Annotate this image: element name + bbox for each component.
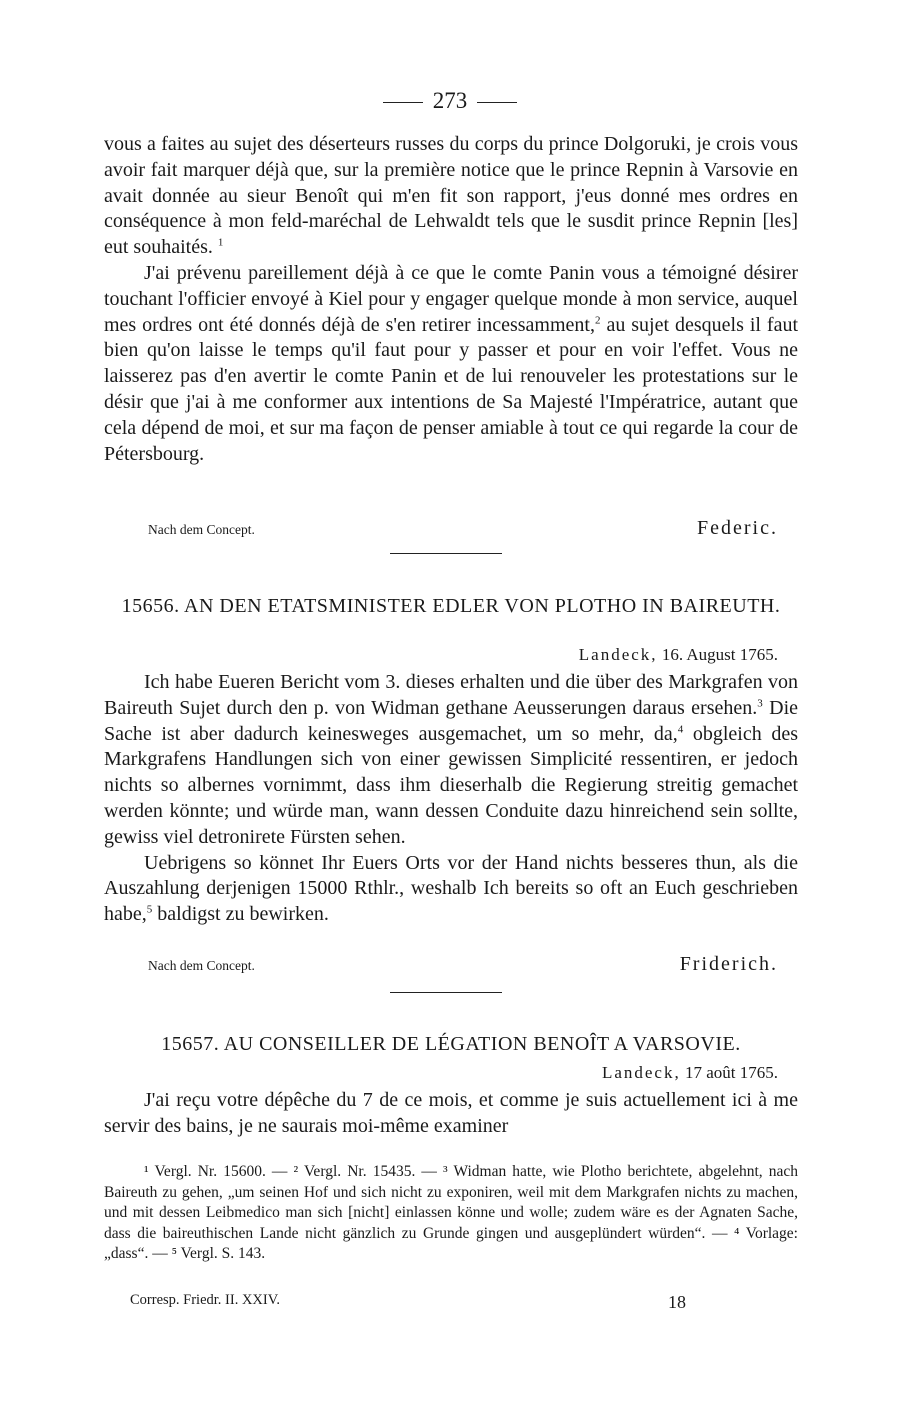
- letter-prev-source-note: Nach dem Concept.: [148, 522, 255, 537]
- letter-15657-paragraph-1: J'ai reçu votre dépêche du 7 de ce mois, et comme je suis actuellement ici à me servir des bains, je ne saurais moi-même examiner: [104, 1089, 798, 1137]
- letter-15656-place: Landeck,: [578, 645, 658, 664]
- page-number-dash-right: [477, 102, 517, 103]
- footnotes-text: ¹ Vergl. Nr. 15600. — ² Vergl. Nr. 15435. — ³ Widman hatte, wie Plotho berichtete, abgelehnt, nach Baireuth zu gehen, „um seinen Hof und sich nicht zu exponiren, weil mit dem Markgrafen nichts zu machen, und mit dessen Leibmedico man sich [nicht] einlassen könne und wolle; zudem wäre es der Agnaten Sache, dass die baireuthischen Lande nicht gänzlich zu Grunde gingen und ausgeplündert würden“. — ⁴ Vorlage: „dass“. — ⁵ Vergl. S. 143.: [104, 1163, 798, 1262]
- letter-prev-paragraph-2: J'ai prévenu pareillement déjà à ce que le comte Panin vous a témoigné désirer touchant l'officier envoyé à Kiel pour y engager quelque monde à mon service, auquel mes ordres ont été donnés déjà de s'en retirer incessamment,$^2$ au sujet desquels il faut bien qu'on laisse le temps qu'il faut pour y passer et pour en voir l'effet. Vous ne laisserez pas d'en avertir le comte Panin et de lui renouveler les protestations sur le désir que j'ai à me conformer aux intentions de Sa Majesté l'Impératrice, autant que cela dépend de moi, et sur ma façon de penser amiable à tout ce qui regarde la cour de Pétersbourg.: [104, 261, 799, 465]
- page-number-text: 273: [432, 88, 468, 113]
- footnote-ref-2: 2: [594, 313, 601, 326]
- letter-15657-date: 17 août 1765.: [684, 1063, 778, 1082]
- letter-15656-paragraph-1: Ich habe Eueren Bericht vom 3. dieses erhalten und die über des Markgrafen von Baireuth Sujet durch den p. von Widman gethane Aeusserungen daraus ersehen.$^3$ Die Sache ist aber dadurch keinesweges ausgemachet, um so mehr, da,$^4$ obgleich des Markgrafens Handlungen sich von einer gewissen Simplicité ressentiren, er jedoch nichts so albernes vornimmt, dass ihm dieserhalb die Regierung streitig gemachet werden könnte; und würde man, wann dessen Conduite dazu hinreichend sein sollte, gewiss viel detronirete Fürsten sehen.: [104, 671, 799, 848]
- letter-15656-paragraph-2: Uebrigens so könnet Ihr Euers Orts vor der Hand nichts besseres thun, als die Auszahlung derjenigen 15000 Rthlr., weshalb Ich bereits so oft an Euch geschrieben habe,$^5$ baldigst zu bewirken.: [104, 851, 798, 926]
- section-divider-2: [390, 992, 502, 993]
- section-divider-1: [390, 553, 502, 554]
- footnote-ref-5: 5: [146, 903, 153, 916]
- letter-prev-body: [104, 132, 798, 467]
- letter-prev-paragraph-1: vous a faites au sujet des déserteurs russes du corps du prince Dolgoruki, je crois vous avoir fait marquer déjà que, sur la première notice que le prince Repnin à Varsovie en avait donnée au sieur Benoît qui m'en fit son rapport, j'eus donné mes ordres en conséquence à mon feld-maréchal de Lehwaldt tels que le susdit prince Repnin [les] eut souhaités. $^1$: [104, 133, 798, 259]
- letter-15656-dateline: [104, 645, 778, 665]
- letter-15657-heading: 15657. AU CONSEILLER DE LÉGATION BENOÎT A VARSOVIE.: [161, 1033, 741, 1055]
- letter-15657-body: [104, 1088, 798, 1140]
- footer-signature-mark: 18: [668, 1292, 686, 1312]
- footnote-ref-3: 3: [757, 697, 763, 710]
- letter-prev-signature: Federic.: [697, 517, 778, 539]
- footnotes: [104, 1162, 798, 1265]
- letter-15656-source-note: Nach dem Concept.: [148, 958, 255, 973]
- page-number-dash-left: [383, 102, 423, 103]
- letter-15657-place: Landeck,: [601, 1063, 681, 1082]
- footnote-ref-1: 1: [217, 236, 224, 249]
- letter-15656-signature: Friderich.: [679, 953, 778, 975]
- letter-15656-closing: [104, 948, 778, 976]
- footer-volume-title: Corresp. Friedr. II. XXIV.: [130, 1292, 280, 1308]
- letter-15657-dateline: [104, 1063, 778, 1083]
- footnote-ref-4: 4: [677, 722, 684, 735]
- letter-15656-body: [104, 670, 798, 928]
- page-number: [0, 88, 900, 114]
- letter-15656-date: 16. August 1765.: [661, 645, 778, 664]
- letter-15656-heading: 15656. AN DEN ETATSMINISTER EDLER VON PLOTHO IN BAIREUTH.: [121, 595, 781, 617]
- letter-prev-closing: [104, 512, 778, 540]
- page-footer: [130, 1292, 686, 1312]
